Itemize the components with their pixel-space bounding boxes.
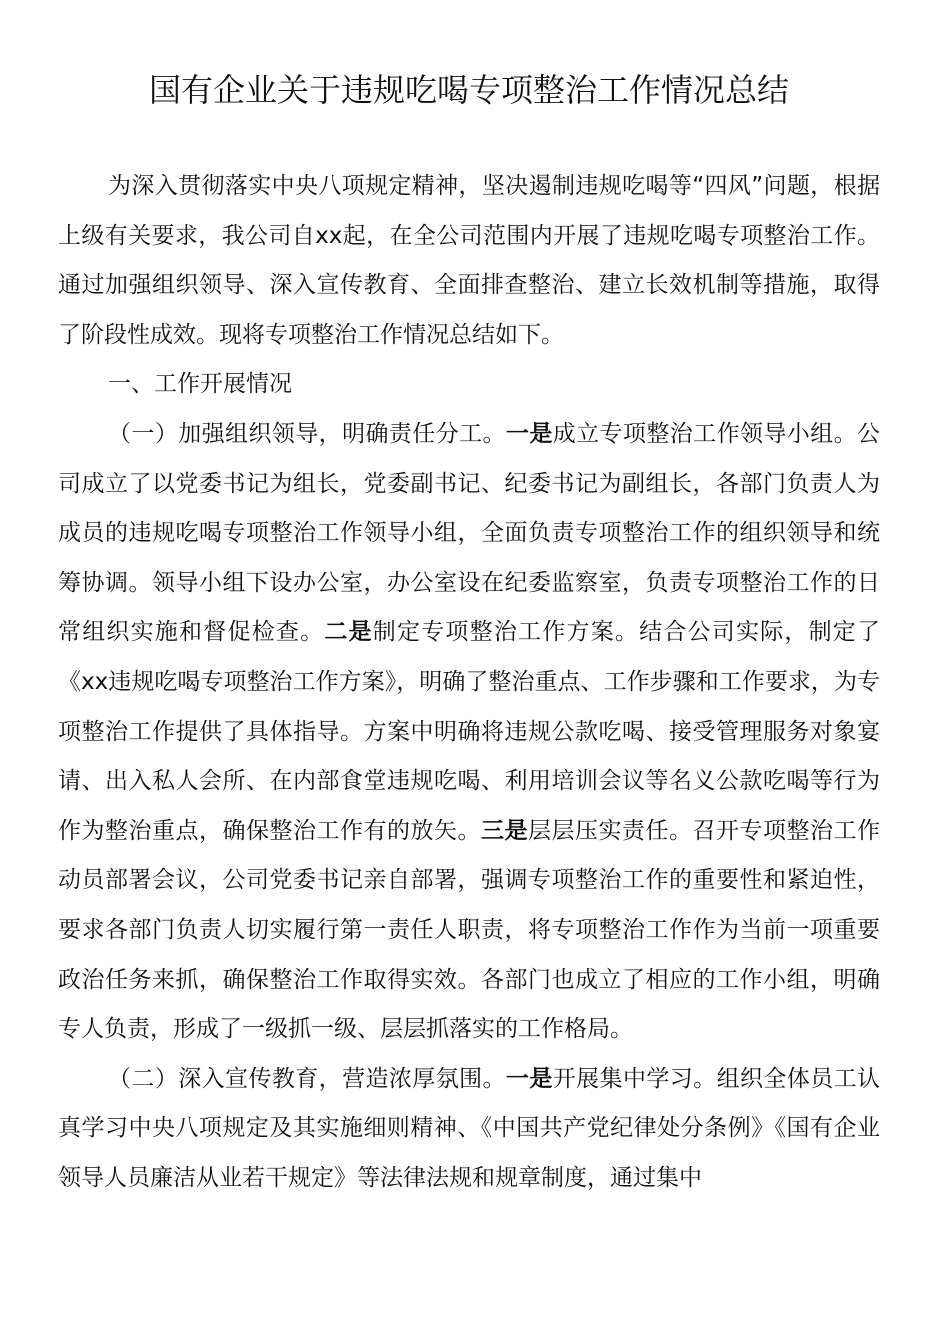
subsection-1-point-3: 层层压实责任。召开专项整治工作动员部署会议，公司党委书记亲自部署，强调专项整治工作的重要性和紧迫性，要求各部门负责人切实履行第一责任人职责，将专项整治工作作为当前一项重要政治任务来抓，确保整治工作取得实效。各部门也成立了相应的工作小组，明确专人负责，形成了一级抓一级、层层抓落实的工作格局。	[58, 817, 880, 1043]
subsection-2-point-1: 开展集中学习。组织全体员工认真学习中央八项规定及其实施细则精神、《中国共产党纪律处分条例》《国有企业领导人员廉洁从业若干规定》等法律法规和规章制度，通过集中	[58, 1065, 880, 1191]
subsection-2-paragraph	[58, 1055, 880, 1204]
marker-first: 一是	[505, 420, 553, 447]
subsection-1-point-1: 成立专项整治工作领导小组。公司成立了以党委书记为组长，党委副书记、纪委书记为副组长，各部门负责人为成员的违规吃喝专项整治工作领导小组，全面负责专项整治工作的组织领导和统筹协调。领导小组下设办公室，办公室设在纪委监察室，负责专项整治工作的日常组织实施和督促检查。	[58, 420, 880, 646]
subsection-1-lead: （一）加强组织领导，明确责任分工。	[108, 420, 506, 447]
marker-first-2: 一是	[505, 1065, 553, 1092]
marker-second: 二是	[324, 619, 373, 646]
subsection-1-paragraph	[58, 410, 880, 1055]
subsection-1-point-2: 制定专项整治工作方案。结合公司实际，制定了《xx违规吃喝专项整治工作方案》，明确了整治重点、工作步骤和工作要求，为专项整治工作提供了具体指导。方案中明确将违规公款吃喝、接受管理服务对象宴请、出入私人会所、在内部食堂违规吃喝、利用培训会议等名义公款吃喝等行为作为整治重点，确保整治工作有的放矢。	[58, 619, 881, 844]
section-heading-1: 一、工作开展情况	[108, 371, 292, 398]
document-title: 国有企业关于违规吃喝专项整治工作情况总结	[148, 71, 789, 109]
marker-third: 三是	[481, 817, 528, 844]
subsection-2-lead: （二）深入宣传教育，营造浓厚氛围。	[108, 1065, 506, 1092]
document-page	[58, 62, 880, 1203]
intro-paragraph: 为深入贯彻落实中央八项规定精神，坚决遏制违规吃喝等“四风”问题，根据上级有关要求，我公司自xx起，在全公司范围内开展了违规吃喝专项整治工作。通过加强组织领导、深入宣传教育、全面排查整治、建立长效机制等措施，取得了阶段性成效。现将专项整治工作情况总结如下。	[58, 173, 880, 348]
